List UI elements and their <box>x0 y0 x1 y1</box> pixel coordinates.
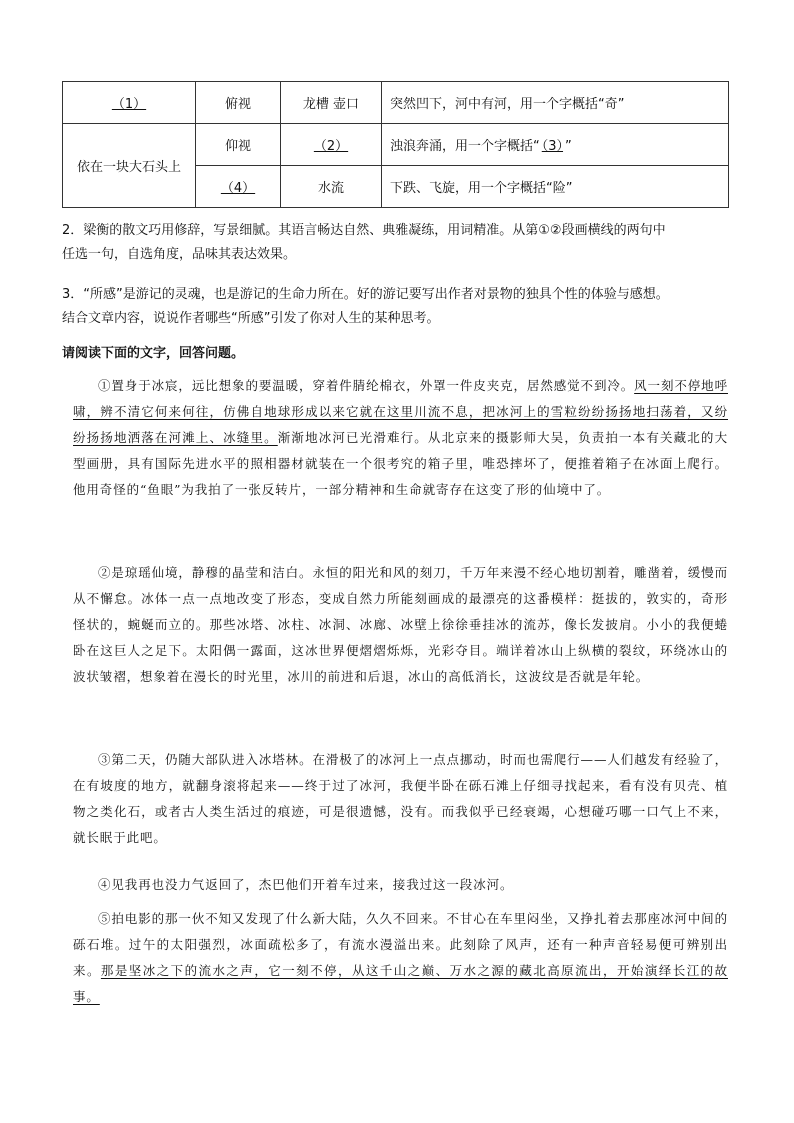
paragraph-4: ④见我再也没力气返回了，杰巴他们开着车过来，接我过这一段冰河。 <box>98 877 514 892</box>
blank-2: （2） <box>313 139 349 154</box>
table-cell: 浊浪奔涌，用一个字概括“ （3） ” <box>382 124 729 166</box>
table-row <box>63 82 729 124</box>
question-3: 3．“所感”是游记的灵魂，也是游记的生命力所在。好的游记要写出作者对景物的独具个性的体验与感想。 结合文章内容，说说作者哪些“所感”引发了你对人生的某种思考。 <box>62 287 669 326</box>
comparison-table <box>62 81 729 208</box>
paragraph-3: ③第二天，仍随大部队进入冰塔林。在滑极了的冰河上一点点挪动，时而也需爬行——人们越发有经验了，在有坡度的地方，就翻身滚将起来——终于过了冰河，我便半卧在砾石滩上仔细寻找起来，看有没有贝壳、植物之类化石，或者古人类生活过的痕迹，可是很遗憾，没有。而我似乎已经衰竭，心想碰巧哪一口气上不来，就长眠于此吧。 <box>73 752 728 845</box>
paragraph-1: ①置身于冰宸，远比想象的要温暖，穿着件腈纶棉衣，外罩一件皮夹克，居然感觉不到冷。风一刻不停地呼啸，辨不清它何来何往，仿佛自地球形成以来它就在这里川流不息，把冰河上的雪粒纷纷扬扬地扫荡着，又纷纷扬扬地洒落在河滩上、冰缝里。渐渐地冰河已光滑难行。从北京来的摄影师大吴，负责拍一本有关藏北的大型画册，具有国际先进水平的照相器材就装在一个很考究的箱子里，唯恐摔坏了，便推着箱子在冰面上爬行。他用奇怪的“鱼眼”为我拍了一张反转片，一部分精神和生命就寄存在这变了形的仙境中了。 <box>73 378 728 497</box>
underlined-sentence-1: 风一刻不停地呼啸，辨不清它何来何往，仿佛自地球形成以来它就在这里川流不息，把冰河上的雪粒纷纷扬扬地扫荡着，又纷纷扬扬地洒落在河滩上、冰缝里。 <box>73 378 728 445</box>
table-cell: 下跌、飞旋，用一个字概括“险” <box>382 166 729 208</box>
table-cell: 仰视 <box>196 124 281 166</box>
table-cell <box>196 166 281 208</box>
table-row <box>63 124 729 166</box>
table-cell <box>63 82 196 124</box>
paragraph-5: ⑤拍电影的那一伙不知又发现了什么新大陆，久久不回来。不甘心在车里闷坐，又挣扎着去那座冰河中间的砾石堆。过午的太阳强烈，冰面疏松多了，有流水漫溢出来。此刻除了风声，还有一种声音轻易便可辨别出来。那是坚冰之下的流水之声，它一刻不停，从这千山之巅、万水之源的藏北高原流出，开始演绎长江的故事。 <box>73 911 728 1004</box>
table-cell: 水流 <box>281 166 382 208</box>
underlined-sentence-2: 那是坚冰之下的流水之声，它一刻不停，从这千山之巅、万水之源的藏北高原流出，开始演绎长江的故事。 <box>73 963 728 1004</box>
blank-3: （3） <box>541 139 564 154</box>
paragraph-2: ②是琼瑶仙境，静穆的晶莹和洁白。永恒的阳光和风的刻刀，千万年来漫不经心地切割着，雕凿着，缓慢而从不懈怠。冰体一点一点地改变了形态，变成自然力所能刻画成的最漂亮的这番模样：挺拔的，敦实的，奇形怪状的，蜿蜒而立的。那些冰塔、冰柱、冰洞、冰廊、冰壁上徐徐垂挂冰的流苏，像长发披肩。小小的我便蜷卧在这巨人之足下。太阳偶一露面，这冰世界便熠熠烁烁，光彩夺目。端详着冰山上纵横的裂纹，环绕冰山的波状皱褶，想象着在漫长的时光里，冰川的前进和后退，冰山的高低消长，这波纹是否就是年轮。 <box>73 565 728 684</box>
passage-heading: 请阅读下面的文字，回答问题。 <box>62 346 245 361</box>
table-cell: 突然凹下，河中有河，用一个字概括“奇” <box>382 82 729 124</box>
question-2: 2．梁衡的散文巧用修辞，写景细腻。其语言畅达自然、典雅凝练，用词精准。从第①②段画横线的两句中 任选一句，自选角度，品味其表达效果。 <box>62 223 666 262</box>
blank-4: （4） <box>220 181 256 196</box>
table-cell <box>281 124 382 166</box>
table-cell: 依在一块大石头上 <box>63 124 196 208</box>
table-cell: 龙槽 壶口 <box>281 82 382 124</box>
table-cell: 俯视 <box>196 82 281 124</box>
blank-1: （1） <box>111 97 147 112</box>
